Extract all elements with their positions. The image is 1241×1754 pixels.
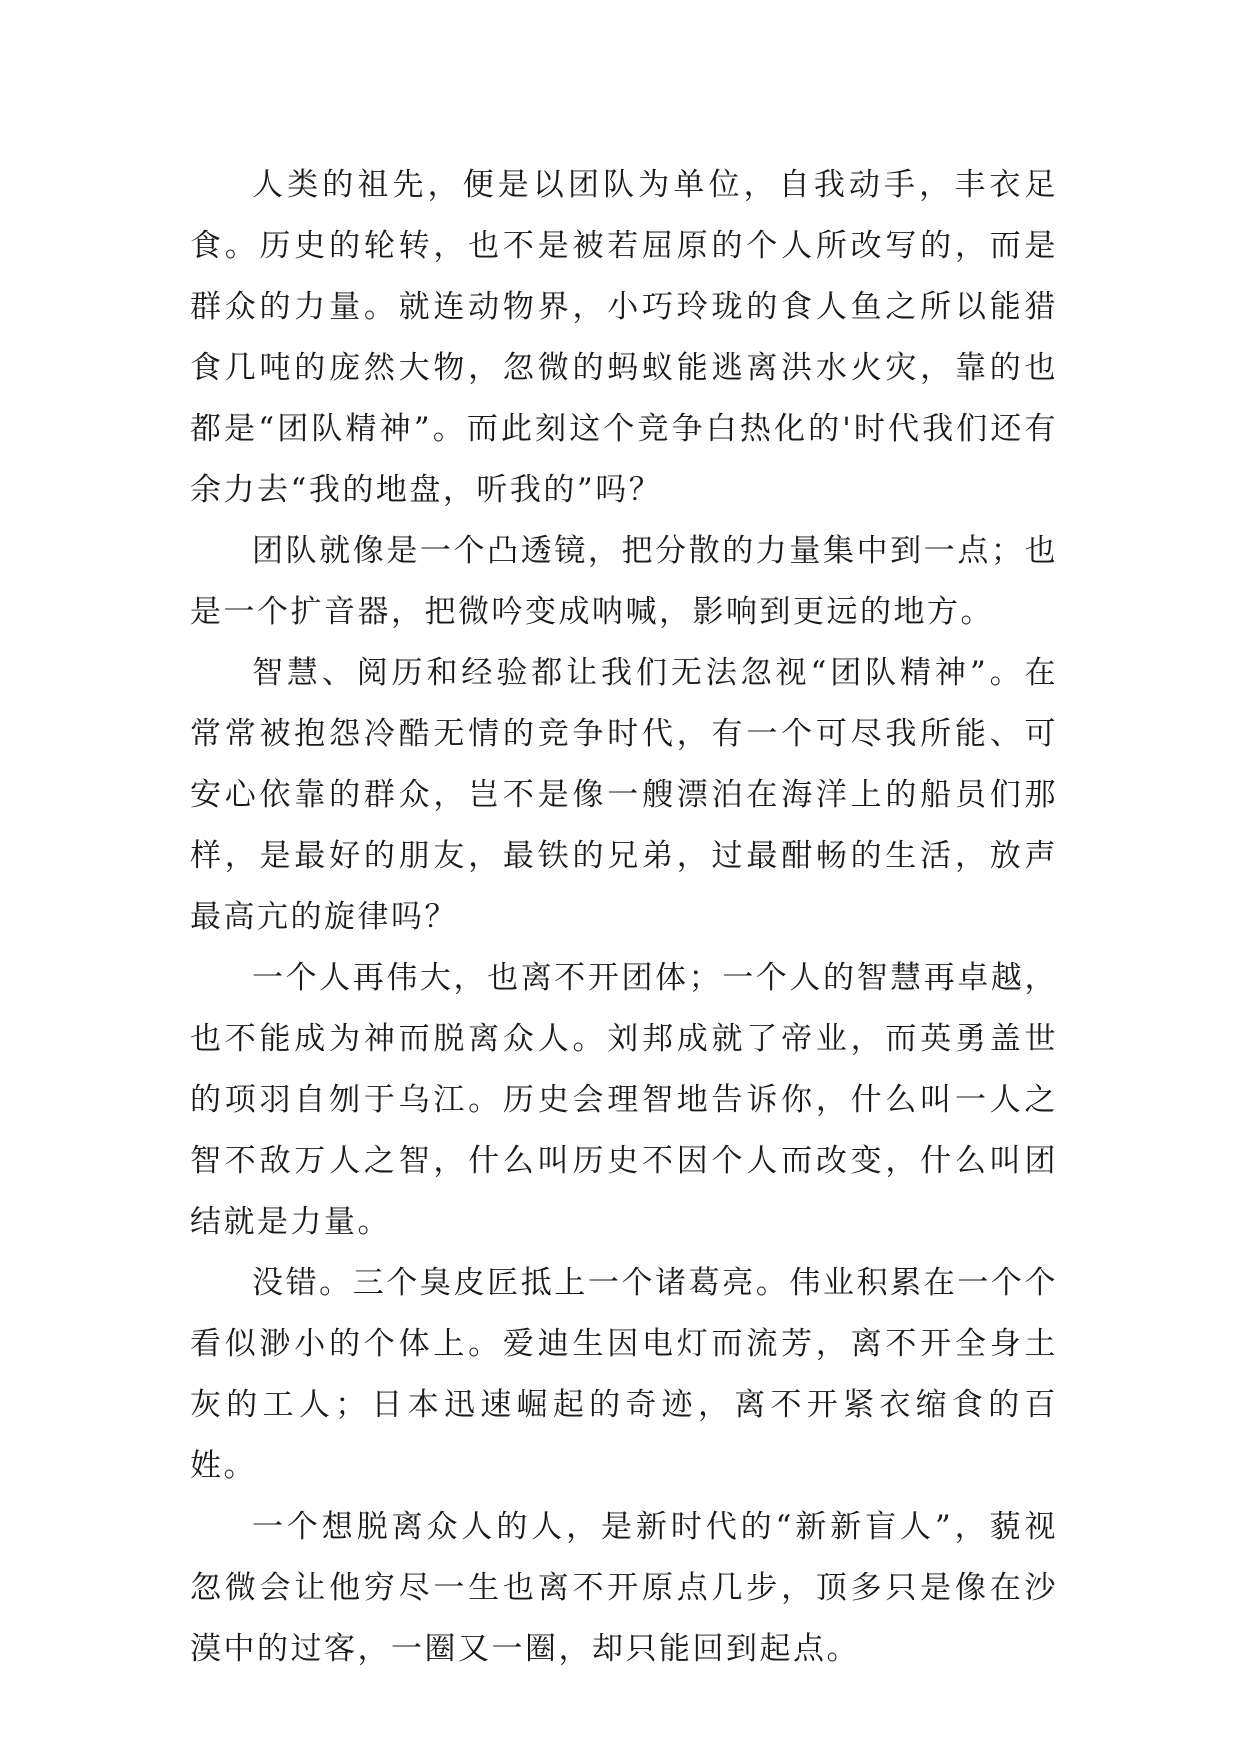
paragraph-small-individuals: 没错。三个臭皮匠抵上一个诸葛亮。伟业积累在一个个看似渺小的个体上。爱迪生因电灯而流芳，离不开全身土灰的工人；日本迅速崛起的奇迹，离不开紧衣缩食的百姓。	[190, 1265, 1058, 1484]
document-body	[190, 155, 1058, 1680]
paragraph-team-spirit-wisdom: 智慧、阅历和经验都让我们无法忽视“团队精神”。在常常被抱怨冷酷无情的竞争时代，有一个可尽我所能、可安心依靠的群众，岂不是像一艘漂泊在海洋上的船员们那样，是最好的朋友，最铁的兄弟，过最酣畅的生活，放声最高亢的旋律吗？	[190, 655, 1058, 935]
paragraph-individual-vs-group: 一个人再伟大，也离不开团体；一个人的智慧再卓越，也不能成为神而脱离众人。刘邦成就了帝业，而英勇盖世的项羽自刎于乌江。历史会理智地告诉你，什么叫一人之智不敌万人之智，什么叫历史不因个人而改变，什么叫团结就是力量。	[190, 960, 1058, 1240]
paragraph-ancestors-teamwork: 人类的祖先，便是以团队为单位，自我动手，丰衣足食。历史的轮转，也不是被若屈原的个人所改写的，而是群众的力量。就连动物界，小巧玲珑的食人鱼之所以能猎食几吨的庞然大物，忽微的蚂蚁能逃离洪水火灾，靠的也都是“团队精神”。而此刻这个竞争白热化的'时代我们还有余力去“我的地盘，听我的”吗？	[190, 167, 1058, 508]
paragraph-team-lens-metaphor: 团队就像是一个凸透镜，把分散的力量集中到一点；也是一个扩音器，把微吟变成呐喊，影响到更远的地方。	[190, 533, 1058, 630]
paragraph-blind-traveler: 一个想脱离众人的人，是新时代的“新新盲人”，藐视忽微会让他穷尽一生也离不开原点几步，顶多只是像在沙漠中的过客，一圈又一圈，却只能回到起点。	[190, 1509, 1058, 1667]
